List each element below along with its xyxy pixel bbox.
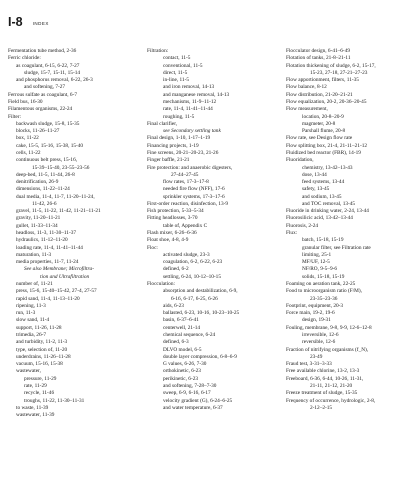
index-subentry: basin, 6-37–6-41 [163,317,199,324]
index-subentry: 2-12–2-15 [310,404,333,411]
index-subentry: gravity, 11-20–11-21 [16,215,61,222]
index-subentry: vacuum, 15-16, 15-38 [16,361,63,368]
index-entry: Final clarifier, [147,120,178,127]
index-subentry: and sodium, 13-45 [302,193,342,200]
index-entry: Filtration: [147,48,169,54]
index-subentry: and iron removal, 14-13 [163,84,215,91]
index-subentry: to waste, 11-39 [16,404,49,411]
index-subentry: defined, 6-2 [163,266,189,273]
index-subentry: 27-44–27-45 [171,171,199,178]
index-entry: Flow equalization, 20-2, 20-36–20-45 [286,98,367,105]
index-entry: Flotation thickening of sludge, 6-2, 15-17, [286,62,376,69]
index-subentry: 11-42, 26-6 [32,200,57,207]
index-subentry: solids, 15-18, 15-19 [302,273,345,280]
index-subentry: aids, 6-23 [163,302,184,309]
index-subentry: rate, 11-29 [24,382,47,389]
index-subentry: run, 11-3 [16,310,36,317]
index-subentry: direct, 11-5 [163,69,188,76]
index-subentry: centerwell, 21-14 [163,324,201,331]
index-column-1 [8,48,148,419]
index-entry: Freeboard, 6-36, 6-44, 10-26, 11-31, [286,375,364,382]
index-subentry: chemical sequence, 6-24 [163,331,216,338]
index-subentry: and turbidity, 11-2, 11-3 [16,339,68,346]
index-subentry: maturation, 11-3 [16,251,52,258]
index-subentry: NF/RO, 9-5–9-6 [302,266,338,273]
index-entry: Finger baffle, 21-21 [147,157,190,164]
index-subentry: 23-49 [310,353,323,360]
index-subentry: batch, 15-18, 15-19 [302,237,344,244]
index-subentry: support, 11-26, 11-28 [16,324,62,331]
index-entry: Fluorosis, 2-24 [286,222,319,229]
index-subentry: underdrains, 11-26–11-28 [16,353,71,360]
index-subentry: denitrification, 26-9 [16,179,59,186]
index-subentry: needed fire flow (NFF), 17-6 [163,186,225,193]
index-entry: Flow apportionment, filters, 11-35 [286,77,359,84]
index-entry: Fouling, membrane, 9-8, 9-9, 12-6–12-8 [286,324,372,331]
index-subentry: dose, 13-44 [302,171,327,178]
index-entry: Fluoridation, [286,157,314,164]
index-subentry: gravel, 11-5, 11-22, 11-42, 11-21–11-21 [16,208,101,215]
index-subentry: limiting, 25-1 [302,251,332,258]
index-entry: Float shoe, 4-8, 4-9 [147,237,189,244]
index-entry: Flow distribution, 21-20–21-21 [286,91,353,98]
index-entry: Fire protection: and anaerobic digesters, [147,164,233,171]
index-subentry: loading rate, 11-4, 11-41–11-44 [16,244,83,251]
index-subentry: dimensions, 11-22–11-24 [16,186,70,193]
index-subentry: irreversible, 12-6 [302,331,339,338]
index-entry: Freeze treatment of sludge, 15-35 [286,390,358,397]
index-subentry: dual media, 11-4, 11-7, 11-20–11-24, [16,193,95,200]
index-entry: Flocculator design, 6-41–6-49 [286,48,350,54]
index-subentry: velocity gradient (G), 6-24–6-25 [163,397,233,404]
index-subentry: and softening, 7-27 [24,84,66,91]
index-subentry: activated sludge, 23-3 [163,251,210,258]
index-subentry: recycle, 11-46 [24,390,55,397]
page-number: I-8 [8,15,23,29]
index-subentry: and manganese removal, 14-13 [163,91,230,98]
index-entry: Flow splitting box, 21-4, 21-11–21-12 [286,142,368,149]
index-entry: Fluoride in drinking water, 2-24, 13-44 [286,208,369,215]
index-entry: Field bus, 16-30 [8,98,43,105]
index-entry: Fraction of nitrifying organisms (f_N), [286,346,369,353]
index-entry: First-order reaction, disinfection, 13-9 [147,200,229,207]
index-subentry: rate, 11-4, 11-41–11-44 [163,106,213,113]
index-subentry: contact, 11-5 [163,55,191,62]
index-subentry: press, 15-6, 15-40–15-42, 27-4, 27-57 [16,288,97,295]
index-subentry: wastewater, [16,368,41,375]
index-subentry: MF/UF, 12-5 [302,259,330,266]
index-subentry: reversible, 12-6 [302,339,336,346]
index-subentry: G values, 6-26, 7-30 [163,361,207,368]
index-subentry: sludge, 15-7, 15-11, 15-14 [24,69,81,76]
index-entry: Fermentation tube method, 2-36 [8,48,77,54]
index-subentry: and phosphorus removal, 6-22, 26-3 [16,77,93,84]
index-entry: Financing projects, 1-19 [147,142,199,149]
index-subentry: in-line, 11-5 [163,77,189,84]
index-subentry: see Secondary settling tank [163,128,221,135]
index-subentry: box, 11-22 [16,135,39,142]
index-entry: Fluorosilicic acid, 13-42–13-44 [286,215,353,222]
index-subentry: cells, 11-22 [16,149,41,156]
index-subentry: chemistry, 13-42–13-43 [302,164,353,171]
index-entry: Fine screens, 20-21–20-23, 21-26 [147,149,219,156]
index-subentry: wastewater, 11-39 [16,412,55,419]
index-entry: Final design, 1-10, 1-17–1-19 [147,135,211,142]
index-subentry: feed systems, 13-44 [302,179,345,186]
index-subentry: deep-bed, 11-5, 11-44, 26-8 [16,171,75,178]
index-subentry: blocks, 11-26–11-27 [16,128,60,135]
index-subentry: slow sand, 11-4 [16,317,50,324]
index-entry: Frequency of occurrence, hydrologic, 2-8, [286,397,376,404]
index-entry: Flash mixer, 6-26–6-36 [147,230,197,237]
index-subentry: table of, Appendix C [163,222,208,229]
index-entry: Fish protection, 5-33–5-34 [147,208,204,215]
index-subentry: ballasted, 6-23, 10-16, 10-23–10-25 [163,310,240,317]
index-subentry: cake, 15-5, 15-16, 15-38, 15-40 [16,142,84,149]
index-column-2 [147,48,287,412]
page-header [8,13,49,27]
index-entry: Flow balance, 8-12 [286,84,327,91]
index-entry: Fluidized bed reactor (FBR), 14-19 [286,149,361,156]
index-entry: Free available chlorine, 13-2, 13-3 [286,368,360,375]
index-subentry: mechanisms, 11-9–11-12 [163,98,217,105]
index-subentry: tion and Ultrafiltration [40,273,90,280]
index-subentry: perikinetic, 6-23 [163,375,199,382]
index-subentry: Parshall flume, 20-8 [302,128,346,135]
index-subentry: trimedia, 26-7 [16,331,47,338]
index-subentry: media properties, 11-7, 11-24 [16,259,79,266]
index-subentry: and water temperature, 6-37 [163,404,223,411]
index-entry: Flux: [286,230,298,237]
index-subentry: hydraulics, 11-12–11-20 [16,237,68,244]
index-entry: Flocculation: [147,281,175,287]
index-subentry: flow rates, 17-3–17-8 [163,179,209,186]
index-entry: Fraud test, 3-31–3-33 [286,361,332,368]
index-subentry: sprinkler systems, 17-3–17-6 [163,193,225,200]
index-entry: Footprint, equipment, 20-3 [286,302,344,309]
index-subentry: settling, 6-24, 10-12–10-15 [163,273,221,280]
index-entry: Filter: [8,113,21,120]
index-subentry: design, 19-31 [302,317,331,324]
index-subentry: conventional, 11-5 [163,62,203,69]
index-entry: Ferric chloride: [8,55,41,62]
index-subentry: safety, 13-45 [302,186,330,193]
index-entry: Filamentous organisms, 22-24 [8,106,73,113]
index-subentry: rapid sand, 11-4, 11-13–11-20 [16,295,80,302]
index-subentry: 21-11, 21-12, 21-20 [310,382,353,389]
index-subentry: 23-35–23-36 [310,295,338,302]
index-subentry: and TOC removal, 13-45 [302,200,356,207]
index-subentry: defined, 6-3 [163,339,189,346]
index-subentry: backwash sludge, 15-8, 15-35 [16,120,80,127]
index-entry: Floc: [147,244,158,251]
index-entry: Foaming on aeration tank, 22-25 [286,281,356,287]
index-subentry: type, selection of, 11-20 [16,346,68,353]
index-subentry: as coagulant, 6-15, 6-22, 7-27 [16,62,80,69]
index-subentry: coagulation, 6-2, 6-22, 6-23 [163,259,223,266]
index-subentry: pressure, 11-29 [24,375,57,382]
index-subentry: 15-39–15-40, 23-55–23-56 [32,164,90,171]
index-subentry: orthokinetic, 6-23 [163,368,201,375]
index-entry: Food to microorganism ratio (F/M), [286,288,362,295]
index-subentry: 6-16, 6-17, 6-25, 6-26 [171,295,218,302]
index-entry: Ferrous sulfate as coagulant, 6-7 [8,91,77,98]
index-entry: Flow measurement, [286,106,328,113]
index-entry: Flow rate, see Design flow rate [286,135,353,142]
index-subentry: DLVO model, 6-5 [163,346,202,353]
running-head: INDEX [32,21,49,26]
index-subentry: continuous belt press, 15-16, [16,157,78,164]
index-column-3 [286,48,411,412]
index-subentry: ripening, 11-3 [16,302,46,309]
index-subentry: sweep, 6-9, 6-16, 6-17 [163,390,211,397]
index-subentry: See also Membrane; Microfiltra- [24,266,94,273]
index-entry: Force main, 19-2, 19-6 [286,310,335,317]
index-subentry: roughing, 11-5 [163,113,195,120]
index-entry: Fitting headlosses, 3-70 [147,215,198,222]
index-subentry: magmeter, 20-8 [302,120,336,127]
index-subentry: double layer compression, 6-8–6-9 [163,353,237,360]
index-subentry: and softening, 7-28–7-30 [163,382,217,389]
index-subentry: location, 20-8–20-9 [302,113,344,120]
index-subentry: headloss, 11-3, 11-30–11-37 [16,230,77,237]
index-subentry: 15-23, 27-18, 27-21–27-23 [310,69,368,76]
index-subentry: absorption and destabilization, 6-9, [163,288,238,295]
index-subentry: troughs, 11-22, 11-30–11-31 [24,397,85,404]
index-subentry: gullet, 11-33–11-34 [16,222,58,229]
index-subentry: granular filter, see Filtration rate [302,244,371,251]
index-entry: Flotation of tanks, 21-8–21-11 [286,55,351,62]
index-subentry: number of, 11-21 [16,281,53,287]
